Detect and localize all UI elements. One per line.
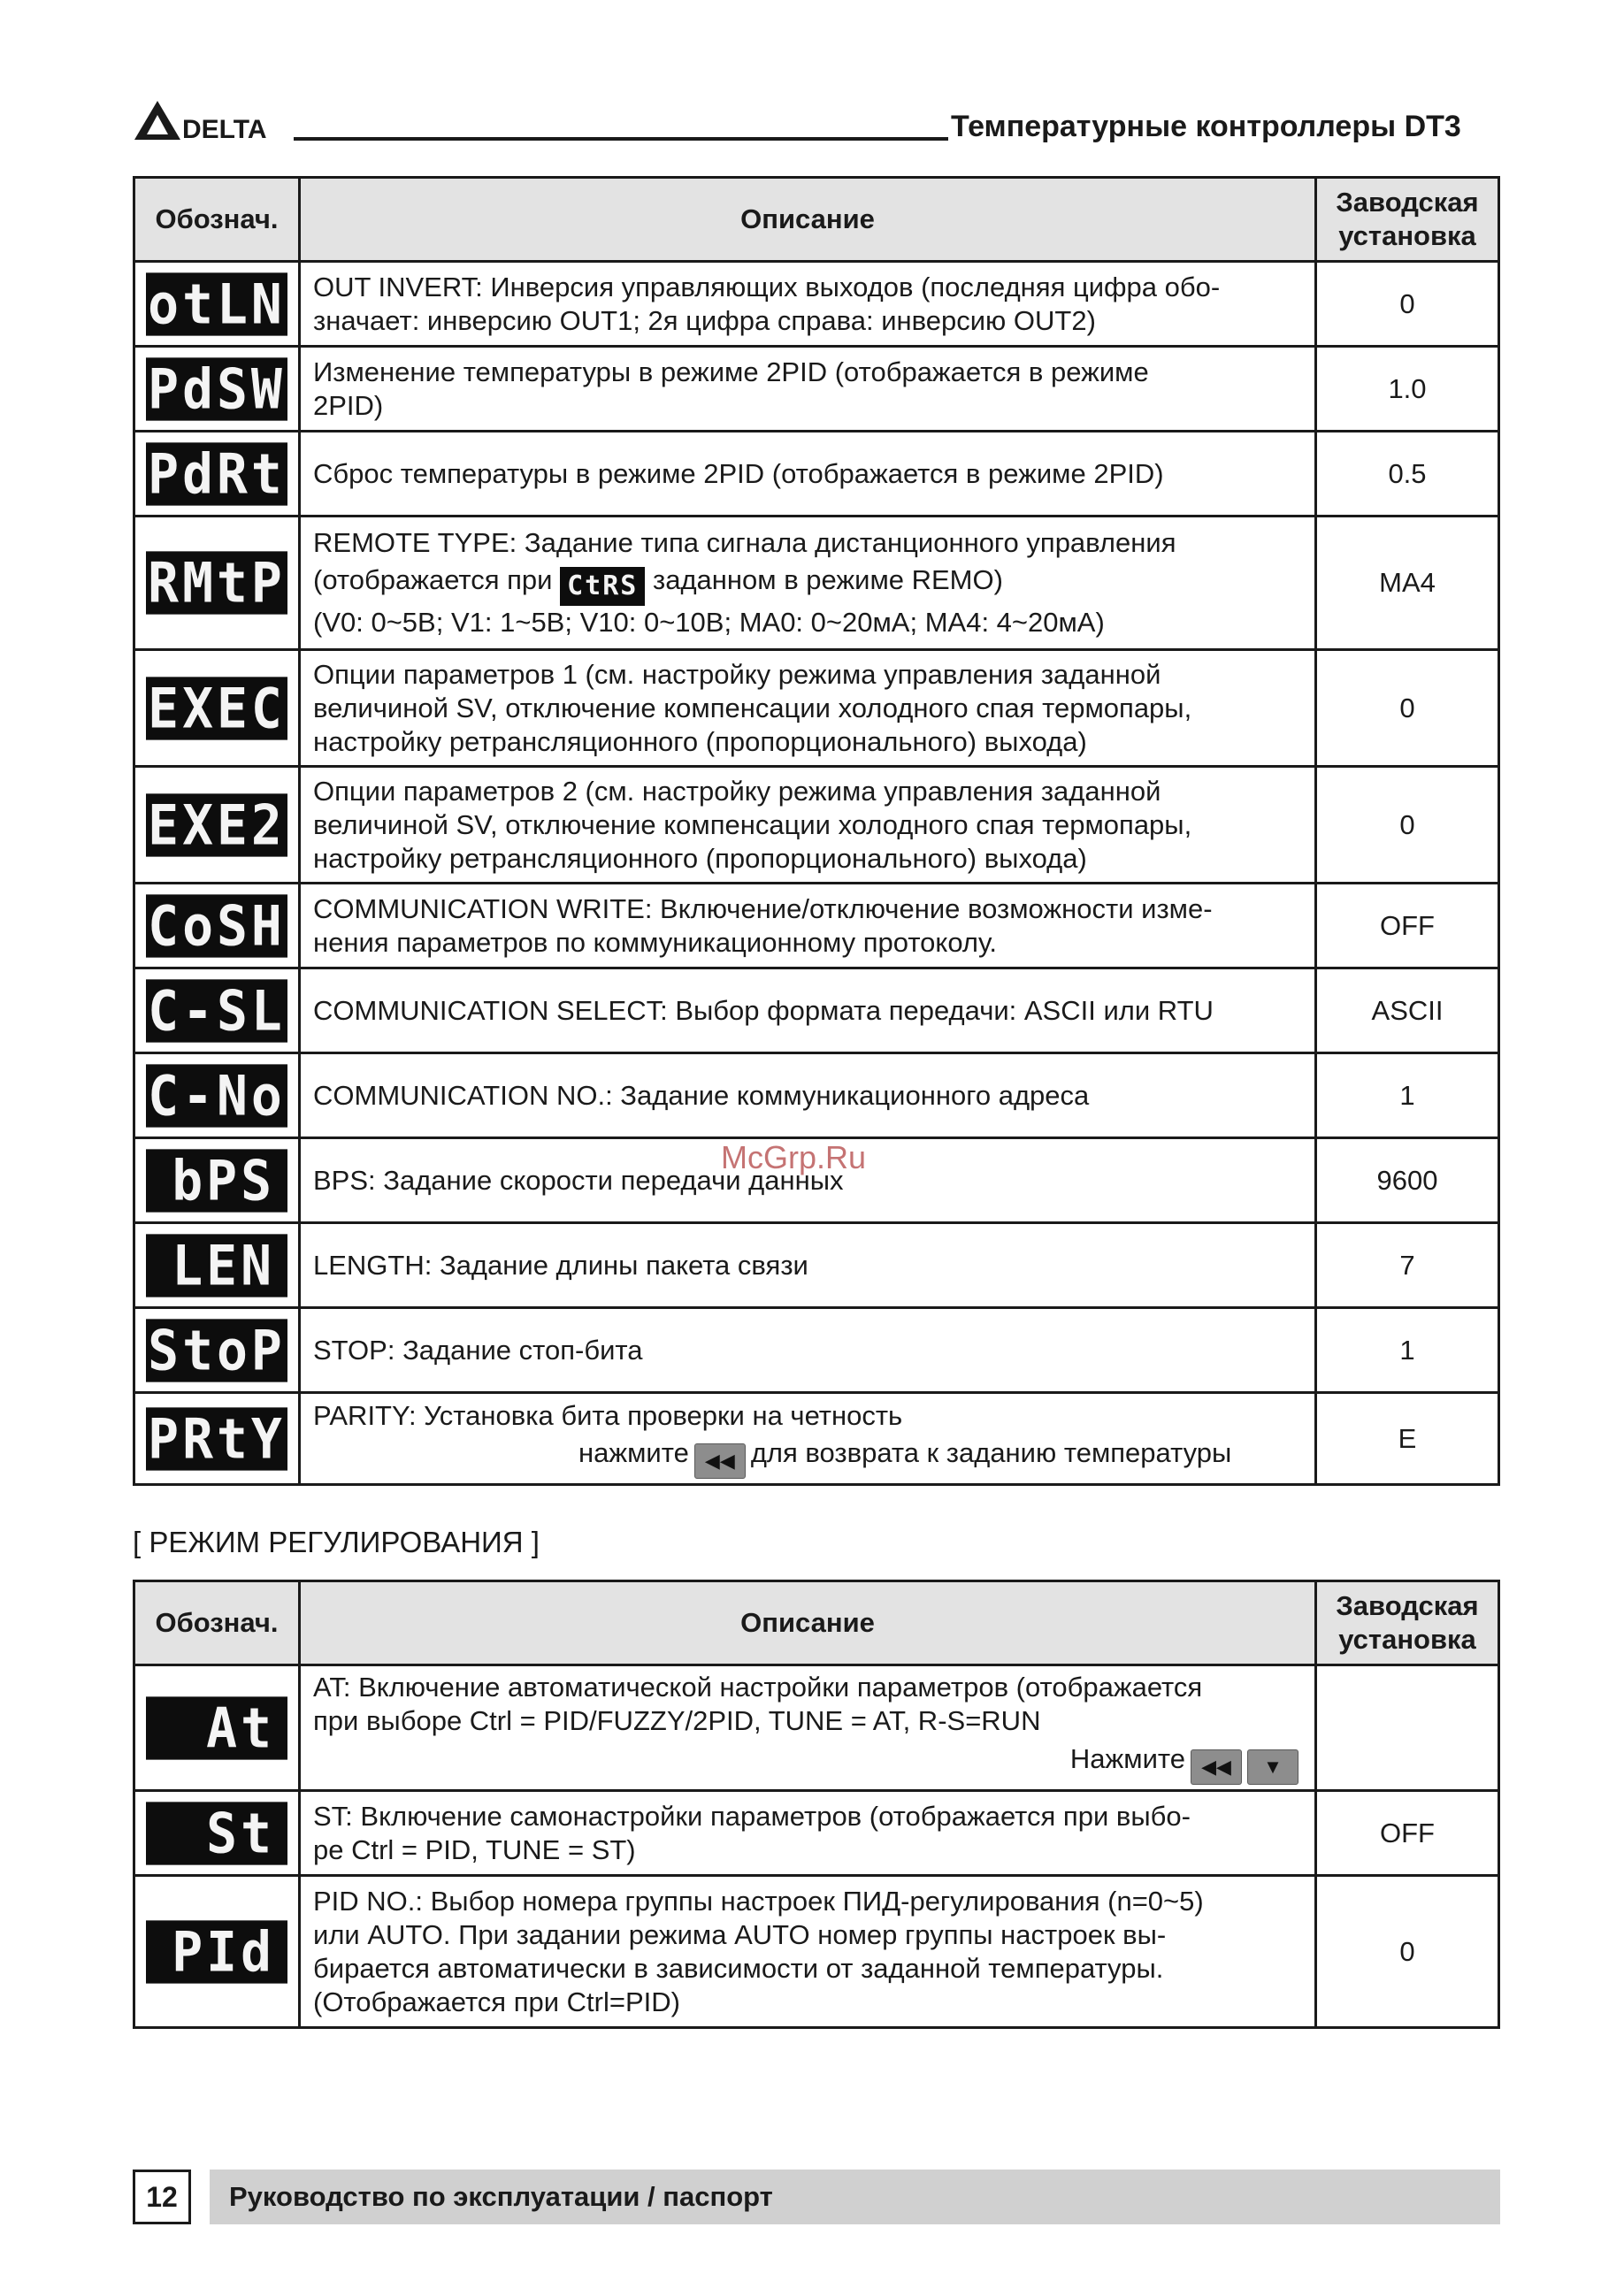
description-cell	[300, 432, 1316, 517]
code-cell	[134, 884, 300, 968]
table-row	[134, 1876, 1499, 2028]
desc-line: AT: Включение автоматической настройки параметров (отображается	[313, 1672, 1203, 1703]
desc-line: величиной SV, отключение компенсации холодного спая термопары,	[313, 808, 1192, 840]
default-value: 1	[1316, 1308, 1499, 1393]
header-description: Описание	[300, 178, 1316, 262]
table-row	[134, 432, 1499, 517]
description-cell	[300, 1223, 1316, 1308]
back-key-icon: ◀◀	[694, 1443, 746, 1479]
default-value: 0	[1316, 650, 1499, 767]
desc-line: Опции параметров 2 (см. настройку режима управления заданной	[313, 775, 1161, 807]
desc-line	[313, 1738, 1306, 1785]
default-value: OFF	[1316, 884, 1499, 968]
default-value: 0	[1316, 262, 1499, 347]
default-value: MA4	[1316, 517, 1499, 650]
desc-line: REMOTE TYPE: Задание типа сигнала дистанционного управления	[313, 527, 1176, 558]
press-label: Нажмите	[1069, 1743, 1185, 1774]
default-value: 1	[1316, 1053, 1499, 1138]
default-value: 9600	[1316, 1138, 1499, 1223]
desc-line: величиной SV, отключение компенсации холодного спая термопары,	[313, 692, 1192, 723]
lcd-code: CoSH	[146, 894, 287, 957]
description-cell	[300, 1791, 1316, 1876]
code-cell	[134, 432, 300, 517]
desc-line: COMMUNICATION WRITE: Включение/отключение возможности изме-	[313, 892, 1213, 924]
table-row	[134, 767, 1499, 884]
header-code: Обознач.	[134, 1581, 300, 1665]
default-value: 0	[1316, 1876, 1499, 2028]
control-mode-table	[133, 1580, 1500, 2029]
code-cell	[134, 650, 300, 767]
code-cell	[134, 1791, 300, 1876]
desc-line: BPS: Задание скорости передачи данных	[313, 1164, 844, 1196]
desc-line: настройку ретрансляционного (пропорционального) выхода)	[313, 725, 1087, 757]
desc-line: COMMUNICATION SELECT: Выбор формата передачи: ASCII или RTU	[313, 994, 1214, 1026]
code-cell	[134, 1138, 300, 1223]
lcd-code: EXE2	[146, 793, 287, 856]
table-row	[134, 1308, 1499, 1393]
description-cell	[300, 347, 1316, 432]
header-description: Описание	[300, 1581, 1316, 1665]
watermark: McGrp.Ru	[721, 1139, 867, 1175]
back-key-icon: ◀◀	[1191, 1749, 1242, 1785]
desc-line: (V0: 0~5В; V1: 1~5В; V10: 0~10В; MA0: 0~20мА; MA4: 4~20мА)	[313, 607, 1105, 638]
lcd-code: St	[146, 1802, 287, 1864]
header-default-line2: установка	[1338, 220, 1476, 251]
desc-line: LENGTH: Задание длины пакета связи	[313, 1249, 808, 1281]
description-cell	[300, 968, 1316, 1053]
desc-line: при выборе Ctrl = PID/FUZZY/2PID, TUNE = AT, R-S=RUN	[313, 1705, 1041, 1736]
default-value: 1.0	[1316, 347, 1499, 432]
desc-line: настройку ретрансляционного (пропорционального) выхода)	[313, 842, 1087, 874]
desc-line: Опции параметров 1 (см. настройку режима управления заданной	[313, 658, 1161, 690]
default-value: OFF	[1316, 1791, 1499, 1876]
delta-logo	[133, 96, 274, 145]
code-cell	[134, 968, 300, 1053]
lcd-code: PdRt	[146, 442, 287, 505]
footer-title: Руководство по эксплуатации / паспорт	[210, 2170, 1500, 2224]
desc-line: 2PID)	[313, 389, 384, 421]
default-value: E	[1316, 1393, 1499, 1485]
lcd-code: C-SL	[146, 979, 287, 1042]
code-cell	[134, 262, 300, 347]
lcd-code: PRtY	[146, 1407, 287, 1470]
desc-line: ST: Включение самонастройки параметров (отображается при выбо-	[313, 1800, 1191, 1832]
code-cell	[134, 1876, 300, 2028]
table-row	[134, 1053, 1499, 1138]
description-cell	[300, 1665, 1316, 1791]
lcd-code: C-No	[146, 1064, 287, 1127]
desc-line: COMMUNICATION NO.: Задание коммуникационного адреса	[313, 1079, 1090, 1111]
description-cell	[300, 1393, 1316, 1485]
lcd-code: PdSW	[146, 357, 287, 420]
description-cell	[300, 262, 1316, 347]
default-value: 7	[1316, 1223, 1499, 1308]
code-cell	[134, 767, 300, 884]
desc-line: или AUTO. При задании режима AUTO номер группы настроек вы-	[313, 1918, 1167, 1950]
description-cell	[300, 767, 1316, 884]
code-cell	[134, 1393, 300, 1485]
desc-text: заданном в режиме REMO)	[653, 564, 1003, 595]
table-row	[134, 650, 1499, 767]
desc-line: PARITY: Установка бита проверки на четность	[313, 1399, 903, 1431]
code-cell	[134, 1308, 300, 1393]
table-header-row	[134, 178, 1499, 262]
desc-text: нажмите	[578, 1436, 689, 1468]
header-default-line2: установка	[1338, 1624, 1476, 1655]
section-title: [ РЕЖИМ РЕГУЛИРОВАНИЯ ]	[133, 1526, 540, 1558]
code-cell	[134, 1053, 300, 1138]
table-row	[134, 517, 1499, 650]
default-value: ASCII	[1316, 968, 1499, 1053]
desc-line: STOP: Задание стоп-бита	[313, 1334, 643, 1366]
header-default	[1316, 178, 1499, 262]
header-code: Обознач.	[134, 178, 300, 262]
code-cell	[134, 517, 300, 650]
desc-line	[313, 560, 1306, 606]
header-title: Температурные контроллеры DT3	[951, 110, 1461, 143]
desc-line: OUT INVERT: Инверсия управляющих выходов (последняя цифра обо-	[313, 271, 1221, 302]
code-cell	[134, 1665, 300, 1791]
table-row	[134, 1665, 1499, 1791]
table-row	[134, 884, 1499, 968]
lcd-code: LEN	[146, 1234, 287, 1297]
lcd-code: RMtP	[146, 551, 287, 614]
lcd-code: otLN	[146, 272, 287, 335]
code-cell	[134, 1223, 300, 1308]
code-cell	[134, 347, 300, 432]
header-rule	[294, 137, 948, 141]
table-row	[134, 262, 1499, 347]
desc-line: значает: инверсию OUT1; 2я цифра справа: инверсию OUT2)	[313, 304, 1096, 336]
desc-line: (Отображается при Ctrl=PID)	[313, 1986, 680, 2017]
table-row	[134, 1223, 1499, 1308]
desc-line: Сброс температуры в режиме 2PID (отображается в режиме 2PID)	[313, 457, 1164, 489]
header-default-line1: Заводская	[1336, 1590, 1479, 1621]
lcd-code: EXEC	[146, 677, 287, 739]
lcd-inline-code: CtRS	[560, 567, 645, 606]
lcd-code: At	[146, 1696, 287, 1759]
desc-line: нения параметров по коммуникационному протоколу.	[313, 926, 997, 958]
description-cell	[300, 650, 1316, 767]
lcd-code: bPS	[146, 1149, 287, 1212]
table-header-row	[134, 1581, 1499, 1665]
delta-logo-text: DELTA	[182, 115, 267, 144]
default-value	[1316, 1665, 1499, 1791]
delta-logo-icon	[133, 96, 274, 145]
lcd-code: PId	[146, 1920, 287, 1983]
description-cell	[300, 1876, 1316, 2028]
table-row	[134, 347, 1499, 432]
desc-text: (отображается при	[313, 564, 553, 595]
description-cell	[300, 1308, 1316, 1393]
table-row	[134, 1791, 1499, 1876]
header-default	[1316, 1581, 1499, 1665]
lcd-code: StoP	[146, 1319, 287, 1381]
desc-text: для возврата к заданию температуры	[750, 1436, 1232, 1468]
table-row	[134, 968, 1499, 1053]
description-cell	[300, 884, 1316, 968]
parameters-table	[133, 176, 1500, 1486]
desc-line: бирается автоматически в зависимости от заданной температуры.	[313, 1952, 1164, 1984]
desc-line: ре Ctrl = PID, TUNE = ST)	[313, 1833, 636, 1865]
header-default-line1: Заводская	[1336, 187, 1479, 218]
table-row	[134, 1393, 1499, 1485]
description-cell	[300, 1053, 1316, 1138]
desc-line: Изменение температуры в режиме 2PID (отображается в режиме	[313, 356, 1149, 387]
description-cell	[300, 517, 1316, 650]
desc-line	[313, 1433, 1306, 1479]
down-key-icon: ▼	[1247, 1749, 1298, 1785]
desc-line: PID NO.: Выбор номера группы настроек ПИД-регулирования (n=0~5)	[313, 1885, 1204, 1917]
default-value: 0.5	[1316, 432, 1499, 517]
page-number: 12	[133, 2170, 191, 2224]
default-value: 0	[1316, 767, 1499, 884]
